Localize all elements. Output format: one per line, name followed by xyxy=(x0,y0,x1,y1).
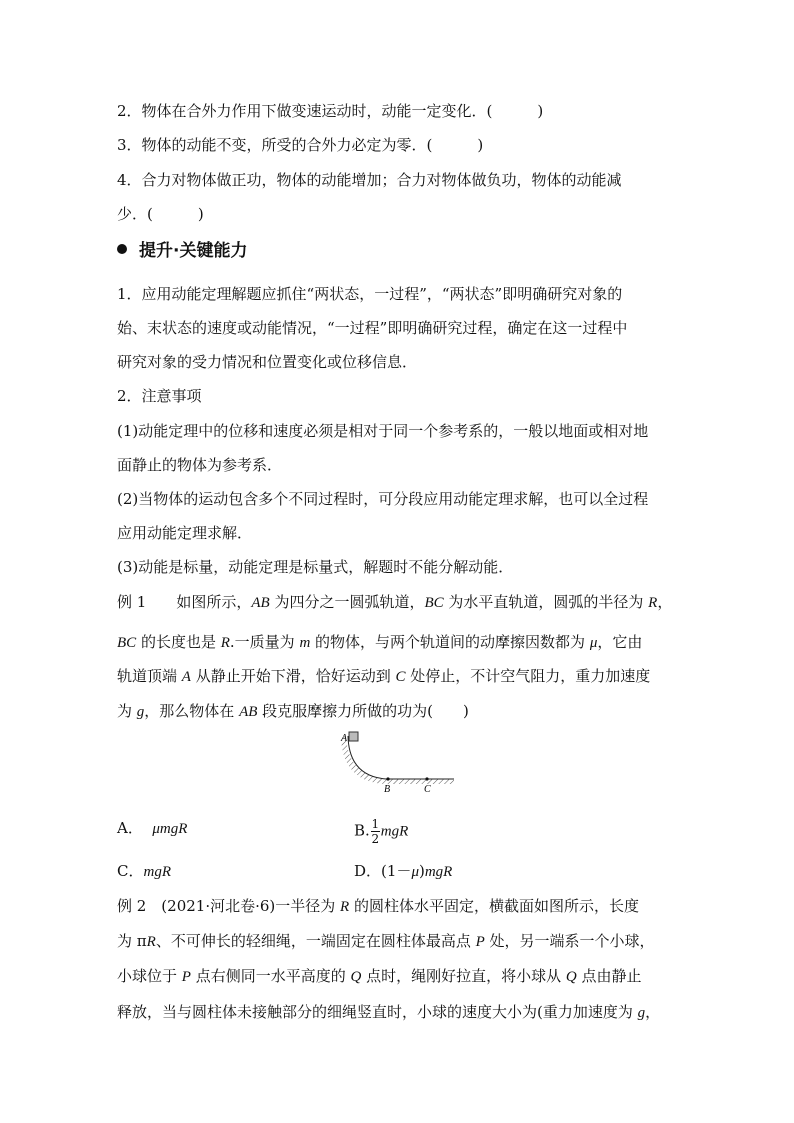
point-1-line1: 1．应用动能定理解题应抓住“两状态，一过程”，“两状态”即明确研究对象的 xyxy=(117,285,623,303)
judge-item-4-line2: 少．( ) xyxy=(117,205,204,223)
judge-item-4-line1: 4．合力对物体做正功，物体的动能增加；合力对物体做负功，物体的动能减 xyxy=(117,171,622,189)
point-c-dot xyxy=(425,777,428,780)
example2-line3: 小球位于 P 点右侧同一水平高度的 Q 点时，绳刚好拉直，将小球从 Q 点由静止 xyxy=(117,967,642,985)
option-c: C．mgR xyxy=(117,862,171,880)
example2-line4: 释放，当与圆柱体未接触部分的细绳竖直时，小球的速度大小为(重力加速度为 g， xyxy=(117,1003,661,1021)
point-1-line3: 研究对象的受力情况和位置变化或位移信息． xyxy=(117,353,418,371)
note-1-line2: 面静止的物体为参考系． xyxy=(117,456,283,474)
section-title: 提升·关键能力 xyxy=(139,241,248,261)
option-a: A． μmgR xyxy=(117,819,188,837)
example1-line2: BC 的长度也是 R.一质量为 m 的物体，与两个轨道间的动摩擦因数都为 μ，它由 xyxy=(117,633,643,651)
example2-line1: 例 2 (2021·河北卷·6)一半径为 R 的圆柱体水平固定，横截面如图所示，长度 xyxy=(117,897,639,915)
note-2-line2: 应用动能定理求解． xyxy=(117,524,253,542)
judge-item-3: 3．物体的动能不变，所受的合外力必定为零．( ) xyxy=(117,136,484,154)
note-1-line1: (1)动能定理中的位移和速度必须是相对于同一个参考系的，一般以地面或相对地 xyxy=(117,422,649,440)
point-b-dot xyxy=(386,777,389,780)
one-half-fraction: $\frac{1}{2}$ xyxy=(371,817,380,846)
label-a: A xyxy=(341,733,348,744)
track-figure xyxy=(336,728,460,798)
track-line xyxy=(348,736,454,779)
example1-line4: 为 g，那么物体在 AB 段克服摩擦力所做的功为( ) xyxy=(117,702,469,720)
section-heading xyxy=(117,236,247,261)
track-hatching xyxy=(341,736,454,784)
label-c: C xyxy=(424,784,431,795)
note-2-line1: (2)当物体的运动包含多个不同过程时，可分段应用动能定理求解，也可以全过程 xyxy=(117,490,649,508)
option-d: D．(1－μ)mgR xyxy=(354,862,453,880)
example1-label: 例 1 xyxy=(117,593,147,611)
note-3: (3)动能是标量，动能定理是标量式，解题时不能分解动能． xyxy=(117,558,514,576)
block-square xyxy=(349,732,358,741)
point-1-line2: 始、末状态的速度或动能情况，“一过程”即明确研究过程，确定在这一过程中 xyxy=(117,319,628,337)
example2-line2: 为 πR、不可伸长的轻细绳，一端固定在圆柱体最高点 P 处，另一端系一个小球， xyxy=(117,932,655,950)
point-2-title: 2．注意事项 xyxy=(117,387,202,405)
example1-line3: 轨道顶端 A 从静止开始下滑，恰好运动到 C 处停止，不计空气阻力，重力加速度 xyxy=(117,667,651,685)
option-b: B. $\frac{1}{2}$ mgR xyxy=(354,817,409,846)
judge-item-2: 2．物体在合外力作用下做变速运动时，动能一定变化．( ) xyxy=(117,102,544,120)
example1-line1: 例 1 如图所示，AB 为四分之一圆弧轨道，BC 为水平直轨道，圆弧的半径为 R， xyxy=(117,593,673,611)
bullet-dot-icon xyxy=(117,244,127,254)
label-b: B xyxy=(384,784,391,795)
